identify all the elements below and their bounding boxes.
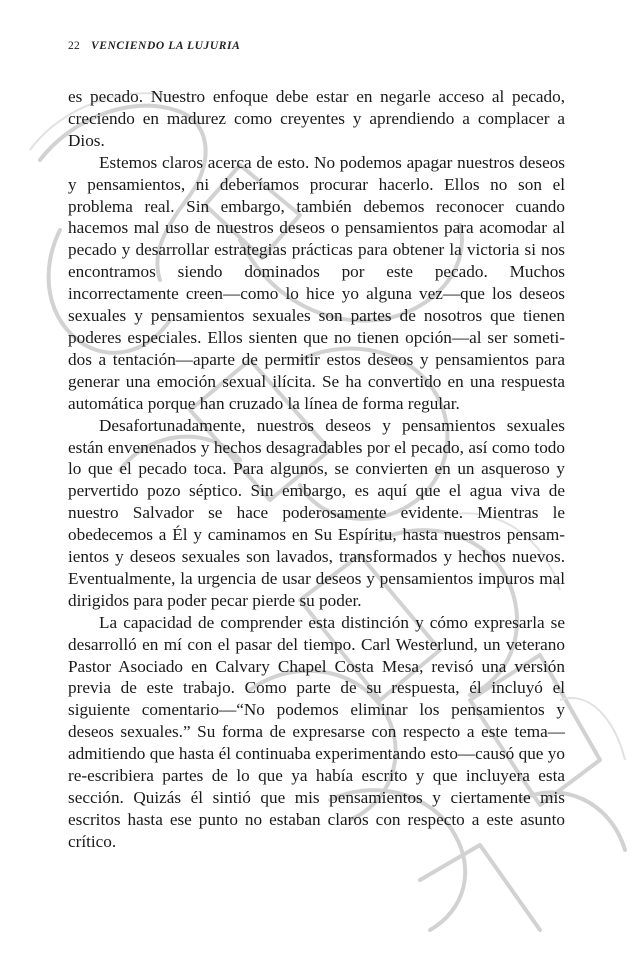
paragraph-continued: es pecado. Nuestro enfoque debe estar en negarle acceso al pecado, creciendo en madurez como creyentes y aprendiendo a complacer a Dios. <box>68 87 565 150</box>
page-number: 22 <box>68 40 80 52</box>
running-header <box>68 40 240 52</box>
paragraph: Desafortunadamente, nuestros deseos y pensamientos sexuales están envenenados y hechos desagradables por el pecado, así como todo lo que el pecado toca. Para algunos, se convierten en un asqueroso y pervertido pozo séptico. Sin embargo, es aquí que el agua viva de nuestro Salvador se hace poderosamente evidente. Mientras le obedecemos a Él y caminamos en Su Espíritu, hasta nuestros pensamientos y deseos sexuales son lavados, transformados y hechos nuevos. Eventualmente, la urgencia de usar deseos y pensamientos impuros mal dirigidos para poder pecar pierde su poder. <box>68 415 565 610</box>
paragraph: La capacidad de comprender esta distinción y cómo expresarla se desarrolló en mí con el pasar del tiempo. Carl Westerlund, un veterano Pastor Asociado en Calvary Chapel Costa Mesa, revisó una versión previa de este trabajo. Como parte de su respuesta, él incluyó el siguiente comentario—“No podemos eliminar los pensamientos y deseos sexuales.” Su forma de expresarse con respecto a este tema—admitiendo que hasta él continuaba experimentando esto—causó que yo re-escribiera partes de lo que ya había escrito y que incluyera esta sección. Quizás él sintió que mis pensamientos y ciertamente mis escritos hasta ese punto no estaban claros con respecto a este asunto crítico. <box>68 612 565 851</box>
paragraph: Estemos claros acerca de esto. No podemos apagar nuestros deseos y pensamientos, ni deberíamos procurar hacerlo. Ellos no son el problema real. Sin embargo, también debemos reconocer cuando hacemos mal uso de nuestros deseos o pensamientos para acomodar al pecado y desarrollar estrategias prácticas para obtener la victoria si nos encontramos siendo dominados por este pecado. Muchos incorrectamente creen—como lo hice yo alguna vez—que los deseos sexuales y pensamientos sexuales son partes de nosotros que tienen poderes especiales. Ellos sienten que no tienen opción—al ser sometidos a tentación—aparte de permitir estos deseos y pensamientos para generar una emoción sexual ilícita. Se ha convertido en una respuesta automática porque han cruzado la línea de forma regular. <box>68 152 565 413</box>
running-title: VENCIENDO LA LUJURIA <box>90 40 241 52</box>
body-text <box>68 86 565 853</box>
